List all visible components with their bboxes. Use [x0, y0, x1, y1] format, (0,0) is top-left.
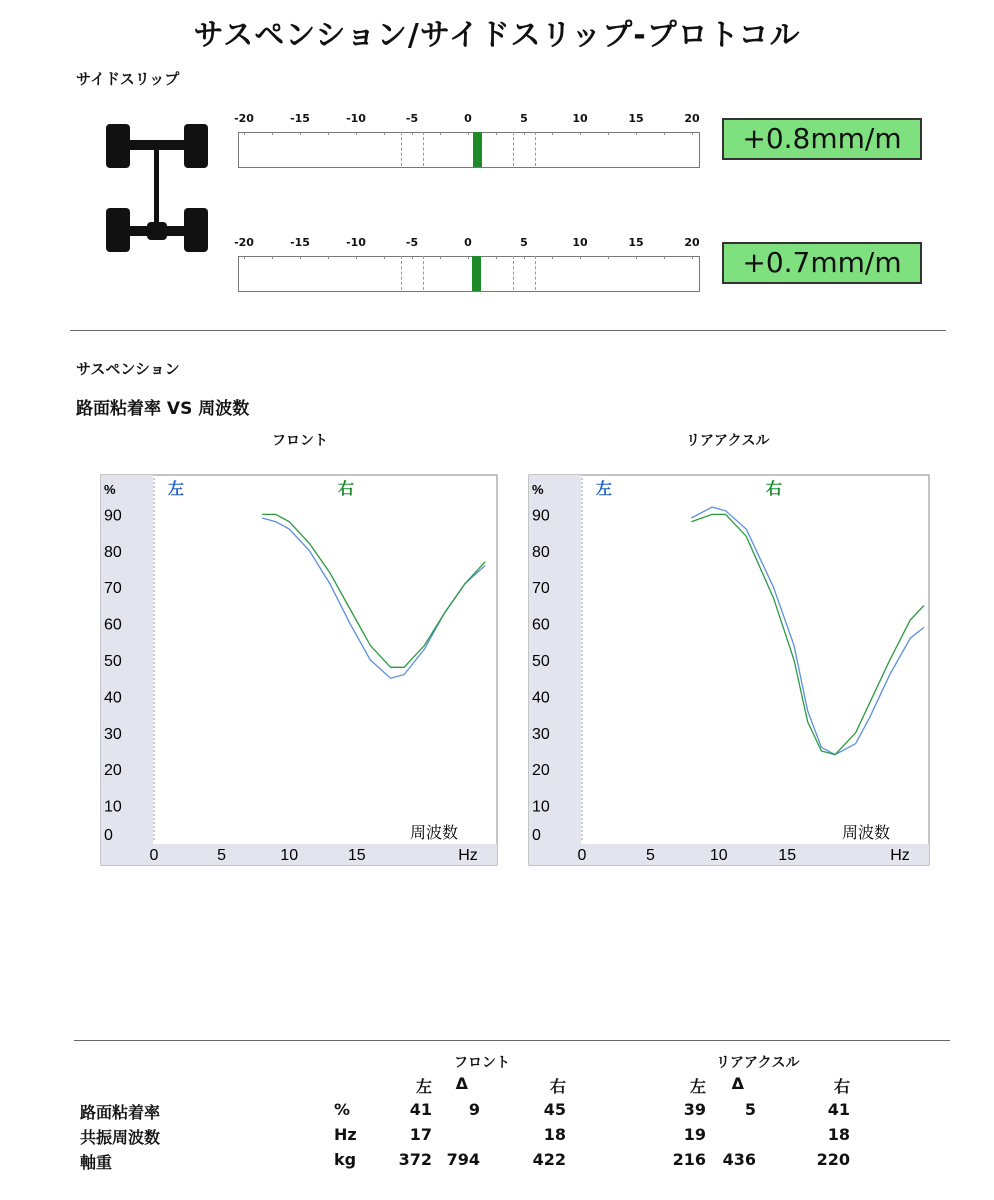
x-unit-label: Hz	[458, 847, 478, 864]
scale-tick-label: -15	[290, 112, 310, 125]
scale-tick-label: 5	[520, 112, 528, 125]
scale-minor-tick	[412, 132, 413, 135]
x-axis-strip	[529, 844, 929, 865]
scale-minor-tick	[636, 132, 637, 135]
table-subheader: 右	[833, 1077, 850, 1096]
table-cell: 436	[722, 1150, 756, 1169]
side-slip-heading: サイドスリップ	[76, 70, 180, 88]
scale-minor-tick	[608, 132, 609, 135]
table-row-label: 路面粘着率	[80, 1103, 161, 1122]
scale-tick-label: -10	[346, 112, 366, 125]
scale-minor-tick	[664, 132, 665, 135]
scale-tick-label: 0	[464, 112, 472, 125]
y-tick-label: 70	[532, 580, 550, 598]
scale-minor-tick	[272, 132, 273, 135]
x-axis-title: 周波数	[841, 823, 891, 842]
x-tick-label: 10	[709, 847, 728, 864]
y-tick-label: 10	[532, 798, 550, 816]
table-subheader: Δ	[731, 1074, 744, 1093]
scale-minor-tick	[356, 256, 357, 259]
scale-minor-tick	[328, 256, 329, 259]
y-tick-label: 40	[532, 689, 550, 707]
x-tick-label: 5	[217, 847, 227, 864]
side-slip-marker	[472, 256, 481, 291]
scale-tick-label: 15	[628, 236, 644, 249]
tolerance-line	[513, 256, 514, 290]
scale-tick-label: 0	[464, 236, 472, 249]
table-divider	[74, 1040, 950, 1041]
y-tick-label: 80	[532, 543, 550, 561]
scale-minor-tick	[664, 256, 665, 259]
chart-front	[100, 474, 498, 866]
x-tick-label: 5	[645, 847, 655, 864]
scale-minor-tick	[244, 132, 245, 135]
x-tick-label: 0	[577, 847, 587, 864]
x-unit-label: Hz	[890, 847, 910, 864]
y-tick-label: 0	[532, 827, 541, 844]
scale-tick-label: -5	[405, 112, 419, 125]
table-subheader: 左	[689, 1077, 706, 1096]
table-cell: 18	[543, 1125, 566, 1144]
scale-minor-tick	[496, 256, 497, 259]
table-cell: 45	[543, 1100, 566, 1119]
scale-tick-label: -20	[234, 112, 254, 125]
side-slip-scale	[238, 256, 700, 292]
table-subheader: Δ	[455, 1074, 468, 1093]
y-tick-label: 40	[104, 689, 122, 707]
y-tick-label: 80	[104, 543, 122, 561]
y-tick-label: 20	[532, 762, 550, 780]
scale-minor-tick	[384, 132, 385, 135]
table-cell: 9	[468, 1100, 480, 1119]
y-tick-label: 60	[104, 616, 122, 634]
scale-minor-tick	[356, 132, 357, 135]
x-tick-label: 15	[347, 847, 366, 864]
table-cell: 220	[816, 1150, 850, 1169]
chart-title-front: フロント	[272, 433, 328, 449]
x-axis-title: 周波数	[409, 823, 459, 842]
scale-minor-tick	[692, 132, 693, 135]
legend-right: 右	[766, 479, 783, 498]
scale-minor-tick	[580, 256, 581, 259]
scale-tick-label: 10	[572, 236, 588, 249]
scale-tick-label: -20	[234, 236, 254, 249]
side-slip-value: +0.7mm/m	[722, 242, 922, 284]
table-row-label: 共振周波数	[80, 1128, 161, 1147]
table-row-unit: kg	[334, 1150, 357, 1169]
table-cell: 39	[683, 1100, 706, 1119]
plot-area	[154, 478, 492, 842]
y-tick-label: 50	[532, 653, 550, 670]
scale-minor-tick	[384, 256, 385, 259]
chart-title-rear: リアアクスル	[686, 433, 770, 449]
table-cell: 41	[827, 1100, 850, 1119]
side-slip-value: +0.8mm/m	[722, 118, 922, 160]
scale-minor-tick	[328, 132, 329, 135]
scale-tick-label: 5	[520, 236, 528, 249]
scale-tick-label: 15	[628, 112, 644, 125]
section-divider	[70, 330, 946, 331]
y-unit-label: %	[104, 482, 116, 497]
y-tick-label: 90	[532, 507, 550, 525]
table-cell: 216	[672, 1150, 706, 1169]
group-header-front: フロント	[454, 1055, 510, 1071]
side-slip-scale	[238, 132, 700, 168]
table-row-unit: Hz	[334, 1125, 357, 1144]
table-subheader: 左	[415, 1077, 432, 1096]
legend-right: 右	[338, 479, 355, 498]
scale-tick-label: -15	[290, 236, 310, 249]
legend-left: 左	[596, 479, 613, 498]
table-cell: 5	[744, 1100, 756, 1119]
vehicle-axle-icon	[104, 120, 210, 260]
table-cell: 18	[827, 1125, 850, 1144]
legend-left: 左	[168, 479, 185, 498]
plot-area	[582, 478, 924, 842]
y-tick-label: 20	[104, 762, 122, 780]
scale-minor-tick	[300, 256, 301, 259]
scale-tick-label: 20	[684, 112, 700, 125]
x-tick-label: 0	[149, 847, 159, 864]
y-unit-label: %	[532, 482, 544, 497]
tolerance-line	[423, 256, 424, 290]
suspension-heading: サスペンション	[76, 360, 180, 378]
x-axis-strip	[101, 844, 497, 865]
page-title: サスペンション/サイドスリップ-プロトコル	[193, 18, 801, 53]
scale-minor-tick	[468, 132, 469, 135]
scale-minor-tick	[300, 132, 301, 135]
scale-tick-label: 20	[684, 236, 700, 249]
tolerance-line	[401, 256, 402, 290]
scale-tick-label: -10	[346, 236, 366, 249]
table-cell: 794	[446, 1150, 480, 1169]
scale-minor-tick	[496, 132, 497, 135]
x-tick-label: 15	[778, 847, 797, 864]
table-row-label: 軸重	[80, 1153, 113, 1172]
scale-minor-tick	[608, 256, 609, 259]
scale-minor-tick	[692, 256, 693, 259]
tolerance-line	[513, 132, 514, 166]
suspension-subheading: 路面粘着率 VS 周波数	[76, 399, 250, 419]
side-slip-marker	[473, 132, 482, 167]
table-cell: 372	[398, 1150, 432, 1169]
tolerance-line	[423, 132, 424, 166]
scale-tick-label: 10	[572, 112, 588, 125]
scale-tick-label: -5	[405, 236, 419, 249]
scale-minor-tick	[524, 132, 525, 135]
scale-minor-tick	[468, 256, 469, 259]
scale-minor-tick	[440, 256, 441, 259]
tolerance-line	[535, 132, 536, 166]
scale-minor-tick	[244, 256, 245, 259]
scale-minor-tick	[440, 132, 441, 135]
scale-minor-tick	[552, 132, 553, 135]
scale-minor-tick	[412, 256, 413, 259]
table-cell: 17	[409, 1125, 432, 1144]
y-tick-label: 30	[104, 725, 122, 743]
scale-minor-tick	[272, 256, 273, 259]
tolerance-line	[535, 256, 536, 290]
y-tick-label: 90	[104, 507, 122, 525]
y-tick-label: 70	[104, 580, 122, 598]
y-tick-label: 60	[532, 616, 550, 634]
scale-minor-tick	[524, 256, 525, 259]
y-tick-label: 10	[104, 798, 122, 816]
table-cell: 41	[409, 1100, 432, 1119]
scale-minor-tick	[636, 256, 637, 259]
scale-minor-tick	[580, 132, 581, 135]
table-cell: 422	[532, 1150, 566, 1169]
y-tick-label: 0	[104, 827, 113, 844]
table-row-unit: %	[334, 1100, 351, 1119]
chart-rear	[528, 474, 930, 866]
y-tick-label: 50	[104, 653, 122, 670]
group-header-rear: リアアクスル	[716, 1055, 800, 1071]
scale-minor-tick	[552, 256, 553, 259]
y-tick-label: 30	[532, 725, 550, 743]
table-cell: 19	[683, 1125, 706, 1144]
x-tick-label: 10	[280, 847, 299, 864]
table-subheader: 右	[549, 1077, 566, 1096]
tolerance-line	[401, 132, 402, 166]
